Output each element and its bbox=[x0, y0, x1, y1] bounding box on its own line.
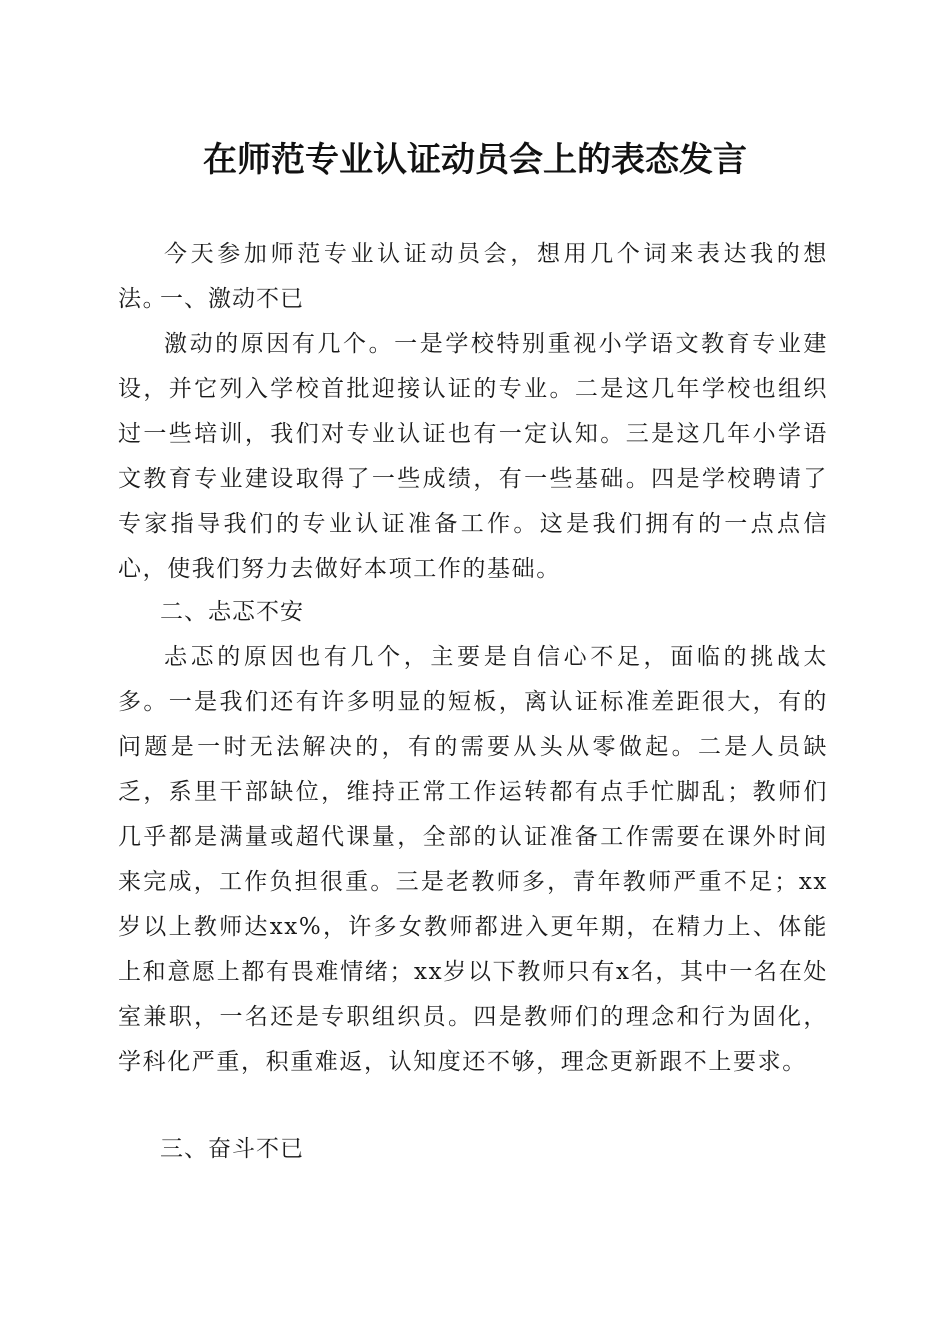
section-paragraph-2: 忐忑的原因也有几个，主要是自信心不足，面临的挑战太多。一是我们还有许多明显的短板，离认证标准差距很大，有的问题是一时无法解决的，有的需要从头从零做起。二是人员缺乏，系里干部缺位，维持正常工作运转都有点手忙脚乱；教师们几乎都是满量或超代课量，全部的认证准备工作需要在课外时间来完成，工作负担很重。三是老教师多，青年教师严重不足；xx岁以上教师达xx%，许多女教师都进入更年期，在精力上、体能上和意愿上都有畏难情绪；xx岁以下教师只有x名，其中一名在处室兼职，一名还是专职组织员。四是教师们的理念和行为固化，学科化严重，积重难返，认知度还不够，理念更新跟不上要求。 bbox=[118, 644, 828, 1075]
section-heading-1: 一、激动不已 bbox=[160, 286, 304, 312]
section-heading-3: 三、奋斗不已 bbox=[160, 1136, 304, 1162]
section-paragraph-1: 激动的原因有几个。一是学校特别重视小学语文教育专业建设，并它列入学校首批迎接认证的专业。二是这几年学校也组织过一些培训，我们对专业认证也有一定认知。三是这几年小学语文教育专业建设取得了一些成绩，有一些基础。四是学校聘请了专家指导我们的专业认证准备工作。这是我们拥有的一点点信心，使我们努力去做好本项工作的基础。 bbox=[118, 331, 828, 582]
section-heading-2: 二、忐忑不安 bbox=[160, 599, 304, 625]
intro-paragraph: 今天参加师范专业认证动员会，想用几个词来表达我的想法。 bbox=[118, 241, 828, 312]
page-title: 在师范专业认证动员会上的表态发言 bbox=[203, 140, 747, 180]
